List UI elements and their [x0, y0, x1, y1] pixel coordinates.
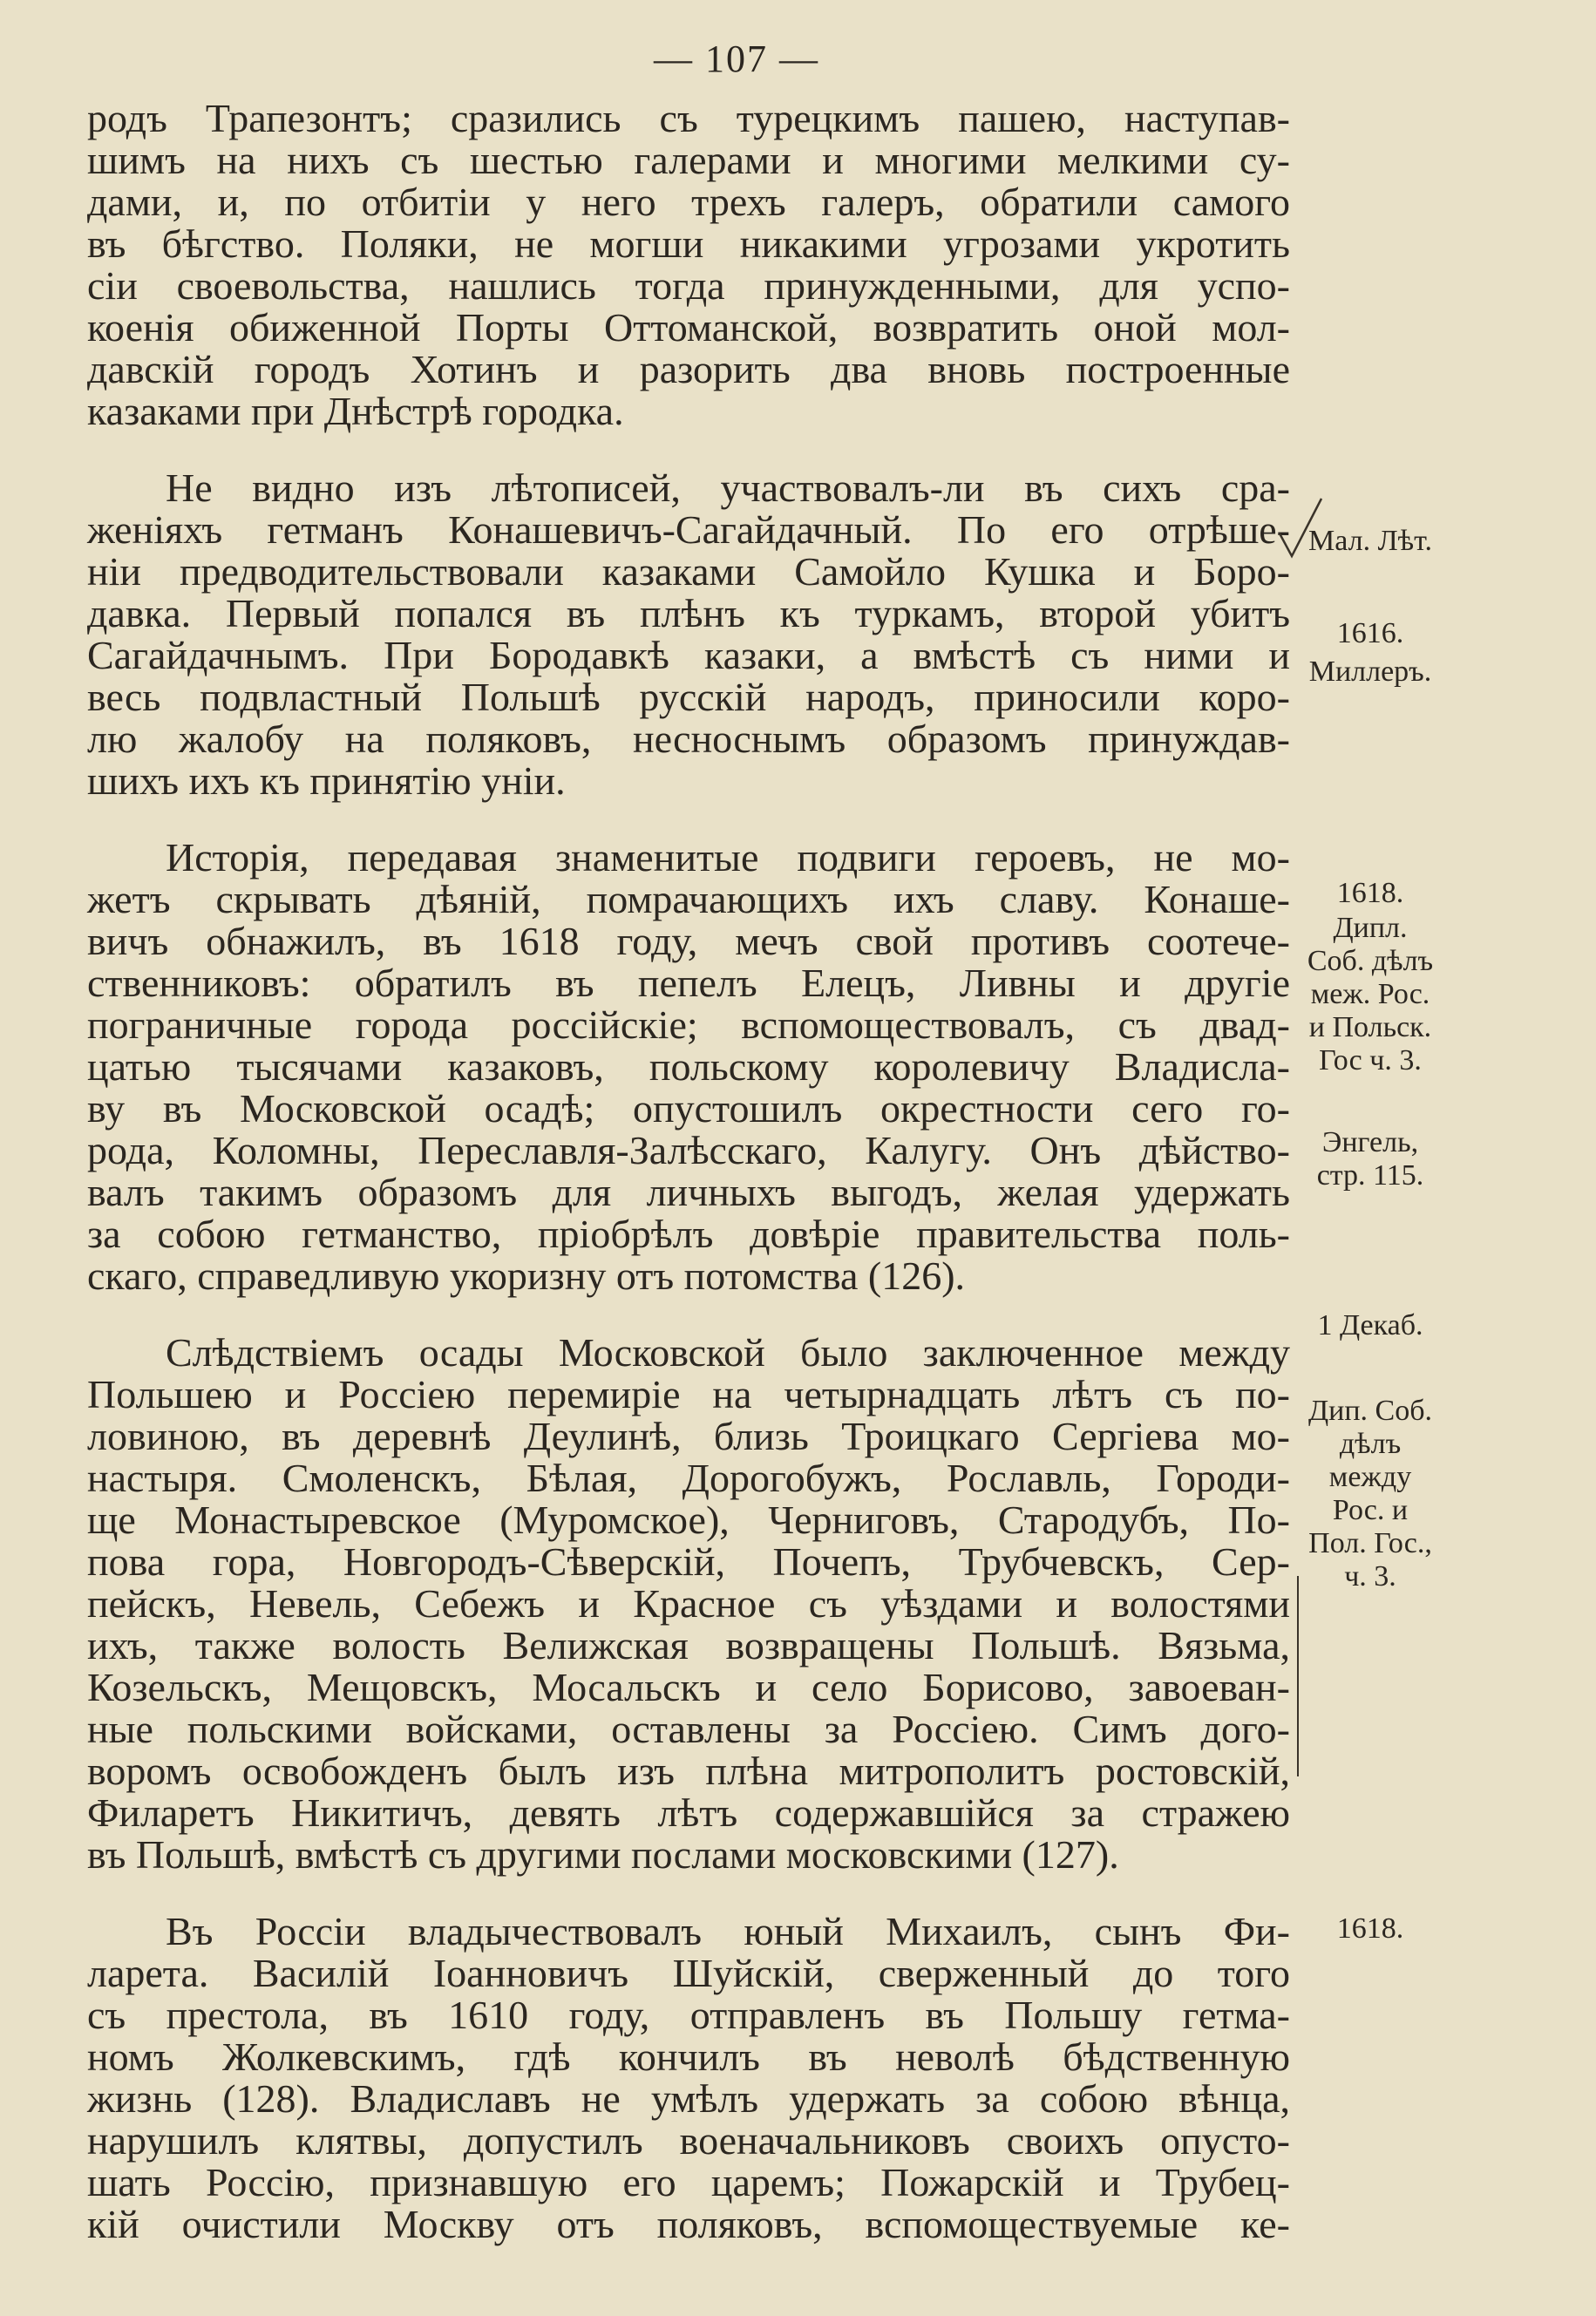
- margin-note-line: ч. 3.: [1344, 1560, 1396, 1593]
- text-line: шать Россію, признавшую его царемъ; Пожарскій и Трубец-: [87, 2160, 1290, 2204]
- paragraph-5: [87, 1911, 1290, 2245]
- text-line: ственниковъ: обратилъ въ пепелъ Елецъ, Ливны и другіе: [87, 961, 1290, 1005]
- page-number: — 107 —: [654, 37, 819, 80]
- text-line: Слѣдствіемъ осады Московской было заключенное между: [166, 1330, 1290, 1375]
- margin-note: [1274, 1309, 1466, 1342]
- text-line: ные польскими войсками, оставлены за Россіею. Симъ дого-: [87, 1707, 1290, 1751]
- margin-note-line: Соб. дѣлъ: [1307, 945, 1434, 977]
- paragraph-4: [87, 1332, 1290, 1876]
- text-line: ихъ, также волость Велижская возвращены Польшѣ. Вязьма,: [87, 1623, 1290, 1667]
- margin-note-line: и Польск.: [1308, 1011, 1432, 1043]
- text-line: Сагайдачнымъ. При Бородавкѣ казаки, а вмѣстѣ съ ними и: [87, 633, 1290, 677]
- margin-note-line: Гос ч. 3.: [1319, 1044, 1422, 1076]
- text-line: лю жалобу на поляковъ, несноснымъ образомъ принуждав-: [87, 717, 1290, 761]
- margin-note-line: 1618.: [1336, 1912, 1404, 1945]
- text-line: дами, и, по отбитіи у него трехъ галеръ, обратили самого: [87, 180, 1290, 224]
- text-line: нарушилъ клятвы, допустилъ военачальниковъ своихъ опусто-: [87, 2118, 1290, 2163]
- text-line: ще Монастыревское (Муромское), Черниговъ, Стародубъ, По-: [87, 1498, 1290, 1542]
- paragraph-3: [87, 837, 1290, 1297]
- margin-note-line: между: [1328, 1461, 1412, 1493]
- text-line: шихъ ихъ къ принятію уніи.: [87, 758, 566, 803]
- margin-note-line: Миллеръ.: [1308, 655, 1432, 688]
- paragraph-1: [87, 98, 1290, 432]
- text-line: номъ Жолкевскимъ, гдѣ кончилъ въ неволѣ бѣдственную: [87, 2034, 1290, 2079]
- text-line: въ бѣгство. Поляки, не могши никакими угрозами укротить: [87, 221, 1290, 266]
- text-line: ву въ Московской осадѣ; опустошилъ окрестности сего го-: [87, 1086, 1290, 1131]
- margin-note-line: Мал. Лѣт.: [1308, 525, 1432, 557]
- text-line: въ Польшѣ, вмѣстѣ съ другими послами московскими (127).: [87, 1832, 1119, 1877]
- text-line: весь подвластный Польшѣ русскій народъ, приносили коро-: [87, 675, 1290, 719]
- margin-note: [1274, 1126, 1466, 1192]
- text-line: Въ Россіи владычествовалъ юный Михаилъ, сынъ Фи-: [166, 1909, 1290, 1953]
- text-line: коенія обиженной Порты Оттоманской, возвратить оной мол-: [87, 305, 1290, 350]
- text-line: съ престола, въ 1610 году, отправленъ въ Польшу гетма-: [87, 1993, 1290, 2037]
- margin-note: [1274, 1912, 1466, 1946]
- margin-note-line: Дип. Соб.: [1307, 1395, 1433, 1427]
- text-line: ніи предводительствовали казаками Самойло Кушка и Боро-: [87, 549, 1290, 594]
- margin-note-line: меж. Рос.: [1310, 978, 1430, 1010]
- margin-note-line: 1 Декаб.: [1317, 1309, 1423, 1341]
- margin-note: [1274, 912, 1466, 1077]
- margin-note-line: 1618.: [1336, 877, 1404, 909]
- text-line: Не видно изъ лѣтописей, участвовалъ-ли въ сихъ сра-: [166, 465, 1290, 510]
- text-line: валъ такимъ образомъ для личныхъ выгодъ, желая удержать: [87, 1170, 1290, 1214]
- pencil-bracket-mark: [1285, 1576, 1299, 1776]
- text-line: воромъ освобожденъ былъ изъ плѣна митрополитъ ростовскій,: [87, 1749, 1290, 1793]
- text-line: скаго, справедливую укоризну отъ потомства (126).: [87, 1253, 966, 1298]
- text-line: пограничные города россійскіе; вспомоществовалъ, съ двад-: [87, 1002, 1290, 1047]
- body-text: [87, 98, 1290, 2280]
- text-line: давка. Первый попался въ плѣнъ къ туркамъ, второй убитъ: [87, 591, 1290, 635]
- margin-note: [1274, 655, 1466, 689]
- text-line: родъ Трапезонтъ; сразились съ турецкимъ пашею, наступав-: [87, 96, 1290, 140]
- text-line: рода, Коломны, Переславля-Залѣсскаго, Калугу. Онъ дѣйство-: [87, 1128, 1290, 1172]
- text-line: Козельскъ, Мещовскъ, Мосальскъ и село Борисово, завоеван-: [87, 1665, 1290, 1709]
- margin-note-line: стр. 115.: [1316, 1159, 1424, 1192]
- text-line: ловиною, въ деревнѣ Деулинѣ, близь Троицкаго Сергіева мо-: [87, 1414, 1290, 1458]
- margin-note-line: Дипл.: [1333, 912, 1408, 944]
- text-line: жизнь (128). Владиславъ не умѣлъ удержать за собою вѣнца,: [87, 2076, 1290, 2121]
- margin-note: [1274, 617, 1466, 650]
- text-line: цатью тысячами казаковъ, польскому королевичу Владисла-: [87, 1044, 1290, 1089]
- text-line: Исторія, передавая знаменитые подвиги героевъ, не мо-: [166, 835, 1290, 880]
- text-line: казаками при Днѣстрѣ городка.: [87, 389, 624, 433]
- text-line: кій очистили Москву отъ поляковъ, вспомоществуемые ке-: [87, 2202, 1290, 2246]
- text-line: пейскъ, Невель, Себежъ и Красное съ уѣздами и волостями: [87, 1581, 1290, 1626]
- paragraph-2: [87, 467, 1290, 802]
- text-line: пова гора, Новгородъ-Сѣверскій, Почепъ, Трубчевскъ, Сер-: [87, 1539, 1290, 1584]
- text-line: женіяхъ гетманъ Конашевичъ-Сагайдачный. По его отрѣше-: [87, 507, 1290, 552]
- text-line: шимъ на нихъ съ шестью галерами и многими мелкими су-: [87, 138, 1290, 182]
- pencil-tick-mark: [1273, 495, 1325, 565]
- margin-note-line: Энгель,: [1321, 1126, 1419, 1158]
- text-line: настыря. Смоленскъ, Бѣлая, Дорогобужъ, Рославль, Городи-: [87, 1456, 1290, 1500]
- text-line: вичъ обнажилъ, въ 1618 году, мечъ свой противъ соотече-: [87, 919, 1290, 963]
- margin-note-line: 1616.: [1336, 617, 1404, 649]
- text-line: сіи своевольства, нашлись тогда принужденными, для успо-: [87, 263, 1290, 308]
- margin-note-line: дѣлъ: [1339, 1428, 1402, 1460]
- margin-note: [1274, 877, 1466, 910]
- margin-note: [1274, 1395, 1466, 1593]
- text-line: ларета. Василій Іоанновичъ Шуйскій, сверженный до того: [87, 1951, 1290, 1995]
- margin-note-line: Рос. и: [1332, 1494, 1409, 1526]
- text-line: Филаретъ Никитичъ, девять лѣтъ содержавшійся за стражею: [87, 1790, 1290, 1835]
- margin-note-line: Пол. Гос.,: [1308, 1527, 1432, 1559]
- text-line: за собою гетманство, пріобрѣлъ довѣріе правительства поль-: [87, 1212, 1290, 1256]
- text-line: жетъ скрывать дѣяній, помрачающихъ ихъ славу. Конаше-: [87, 877, 1290, 921]
- text-line: давскій городъ Хотинъ и разорить два вновь построенные: [87, 347, 1290, 391]
- text-line: Польшею и Россіею перемиріе на четырнадцать лѣтъ съ по-: [87, 1372, 1290, 1416]
